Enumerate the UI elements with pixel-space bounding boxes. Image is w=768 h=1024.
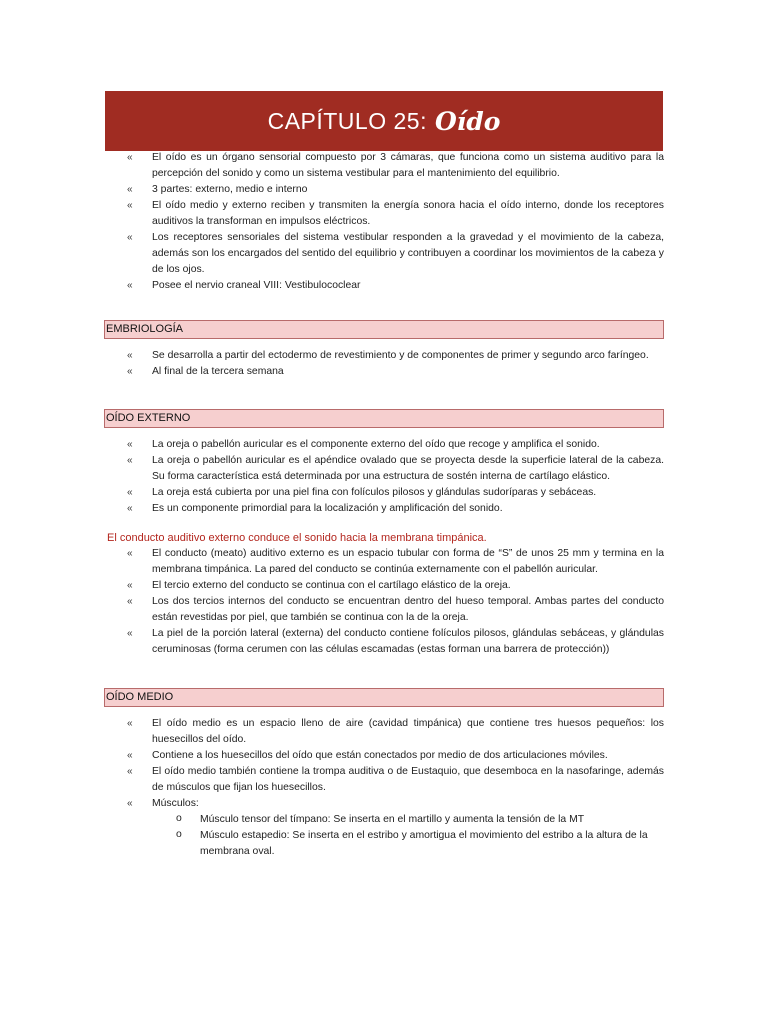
list-item: « Músculos: (104, 796, 664, 812)
list-item: « Al final de la tercera semana (104, 364, 664, 380)
list-item: « Posee el nervio craneal VIII: Vestibulococlear (104, 278, 664, 294)
subheading-conducto-auditivo: El conducto auditivo externo conduce el sonido hacia la membrana timpánica. (107, 532, 487, 544)
list-item: « Contiene a los huesecillos del oído que están conectados por medio de dos articulaciones móviles. (104, 748, 664, 764)
sublist-item: o Músculo tensor del tímpano: Se inserta en el martillo y aumenta la tensión de la MT (152, 812, 664, 828)
list-item: « El conducto (meato) auditivo externo es un espacio tubular con forma de “S” de unos 25 mm y termina en la membrana timpánica. La pared del conducto se continúa externamente con el pabellón auricular. (104, 546, 664, 578)
list-item: « 3 partes: externo, medio e interno (104, 182, 664, 198)
list-item: « Los dos tercios internos del conducto se encuentran dentro del hueso temporal. Ambas partes del conducto están revestidas por piel, que también se continua con la de la oreja. (104, 594, 664, 626)
oido-externo-list (104, 437, 664, 517)
embriologia-list (104, 348, 664, 380)
list-item: « La oreja o pabellón auricular es el apéndice ovalado que se proyecta desde la superficie lateral de la cabeza. Su forma característica está determinada por una estructura de sostén interna de cartílago elástico. (104, 453, 664, 485)
list-item: « El oído es un órgano sensorial compuesto por 3 cámaras, que funciona como un sistema auditivo para la percepción del sonido y como un sistema vestibular para el mantenimiento del equilibrio. (104, 150, 664, 182)
document-body (104, 150, 664, 860)
intro-list (104, 150, 664, 294)
list-item: « Se desarrolla a partir del ectodermo de revestimiento y de componentes de primer y segundo arco faríngeo. (104, 348, 664, 364)
section-heading-oido-externo: OÍDO EXTERNO (104, 409, 664, 428)
oido-medio-list (104, 716, 664, 812)
muscles-sublist (104, 812, 664, 860)
chapter-title-word: Oído (434, 106, 501, 136)
list-item: « La piel de la porción lateral (externa) del conducto contiene folículos pilosos, glándulas sebáceas, y glándulas ceruminosas (forma cerumen con las células escamadas (estas forman una barrera de protección)) (104, 626, 664, 658)
list-item: « El oído medio y externo reciben y transmiten la energía sonora hacia el oído interno, donde los receptores auditivos la transforman en impulsos eléctricos. (104, 198, 664, 230)
list-item: « Los receptores sensoriales del sistema vestibular responden a la gravedad y el movimiento de la cabeza, además son los encargados del sentido del equilibrio y contribuyen a coordinar los movimientos de la cabeza y de los ojos. (104, 230, 664, 278)
list-item: « Es un componente primordial para la localización y amplificación del sonido. (104, 501, 664, 517)
section-heading-embriologia: EMBRIOLOGÍA (104, 320, 664, 339)
conducto-list (104, 546, 664, 658)
section-heading-oido-medio: OÍDO MEDIO (104, 688, 664, 707)
list-item: « La oreja está cubierta por una piel fina con folículos pilosos y glándulas sudoríparas y sebáceas. (104, 485, 664, 501)
chapter-title-prefix: CAPÍTULO 25: (267, 107, 427, 134)
chapter-title-banner (105, 91, 663, 151)
list-item: « La oreja o pabellón auricular es el componente externo del oído que recoge y amplifica el sonido. (104, 437, 664, 453)
list-item: « El oído medio es un espacio lleno de aire (cavidad timpánica) que contiene tres huesos pequeños: los huesecillos del oído. (104, 716, 664, 748)
sublist-item: o Músculo estapedio: Se inserta en el estribo y amortigua el movimiento del estribo a la altura de la membrana oval. (152, 828, 664, 860)
list-item: « El tercio externo del conducto se continua con el cartílago elástico de la oreja. (104, 578, 664, 594)
list-item: « El oído medio también contiene la trompa auditiva o de Eustaquio, que desemboca en la nasofaringe, además de músculos que fijan los huesecillos. (104, 764, 664, 796)
